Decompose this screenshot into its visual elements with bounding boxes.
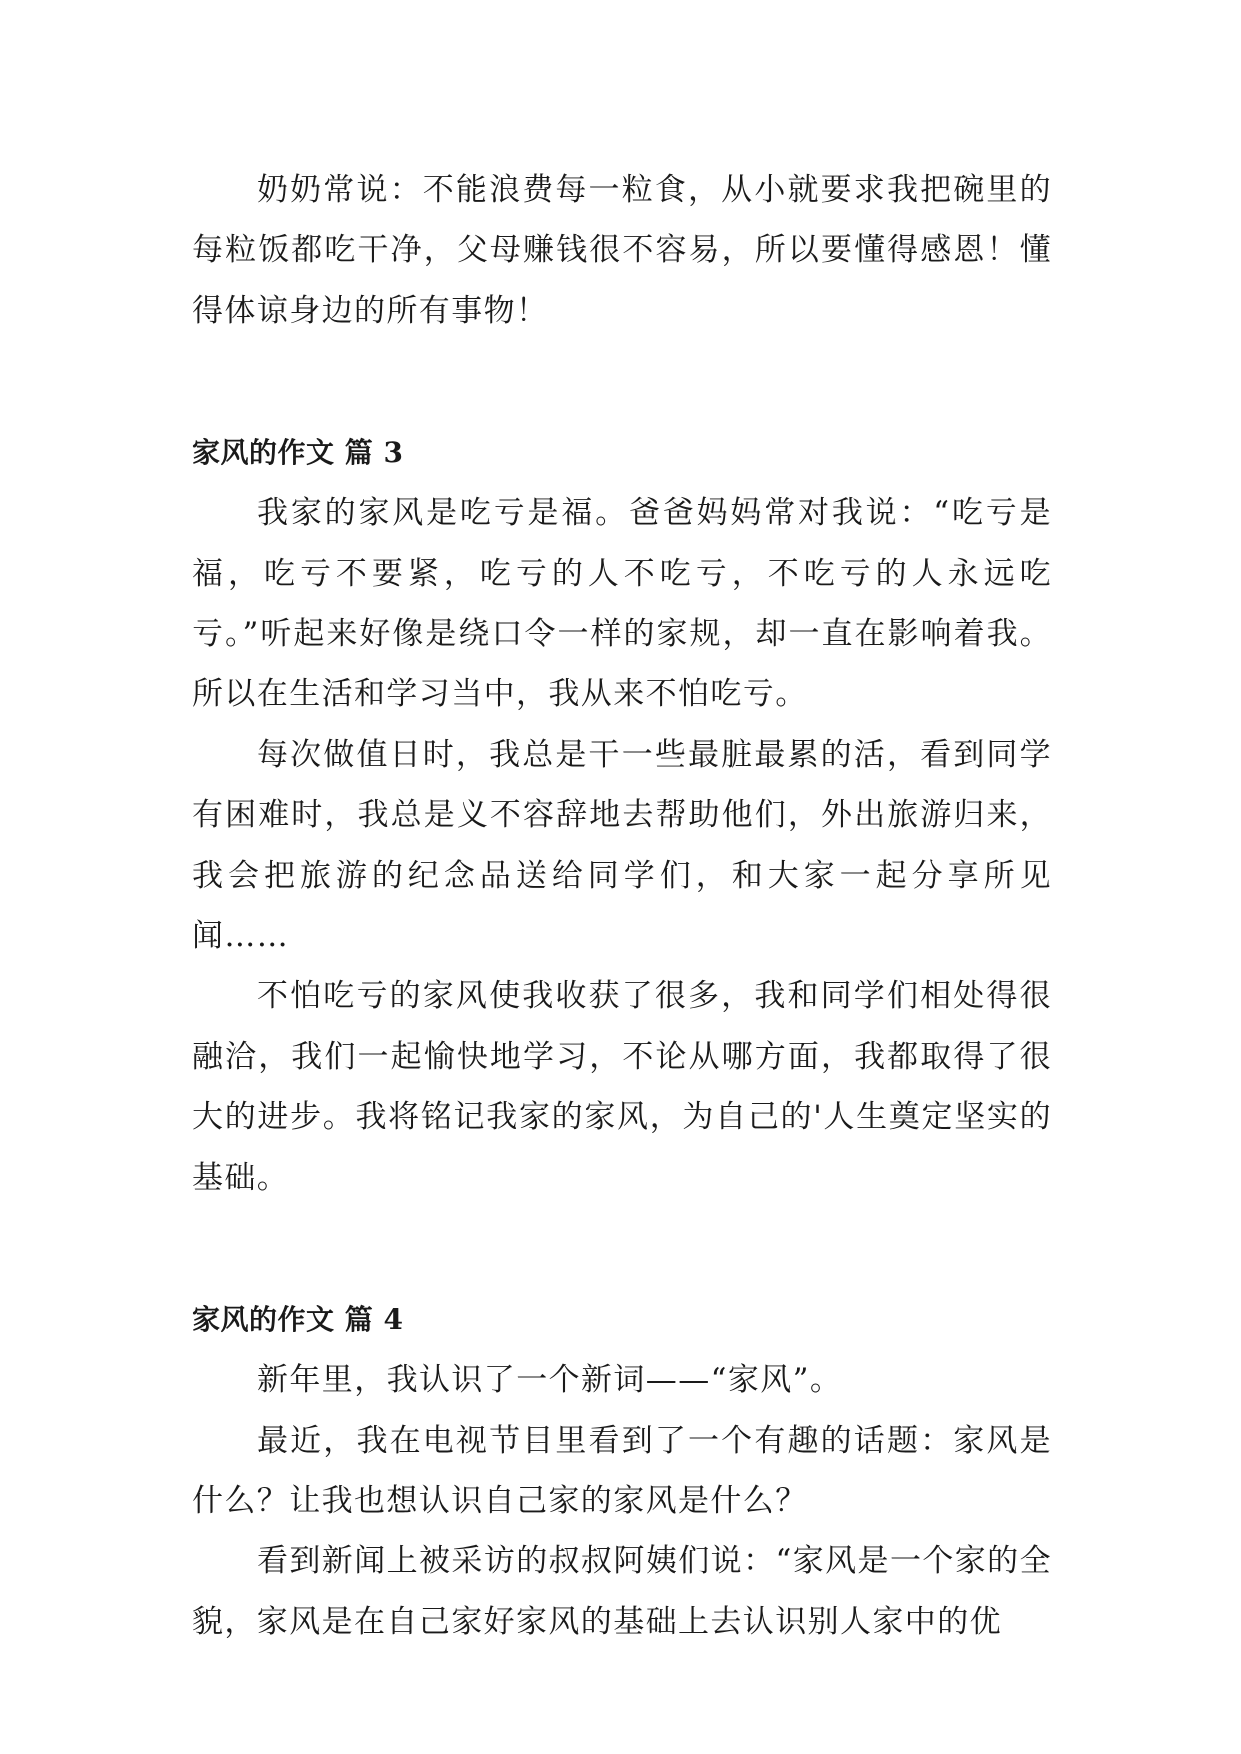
- paragraph: 最近，我在电视节目里看到了一个有趣的话题：家风是什么？让我也想认识自己家的家风是什么？: [192, 1422, 1052, 1519]
- paragraph: 每次做值日时，我总是干一些最脏最累的活，看到同学有困难时，我总是义不容辞地去帮助他们，外出旅游归来，我会把旅游的纪念品送给同学们，和大家一起分享所见闻……: [192, 736, 1052, 955]
- paragraph: 奶奶常说：不能浪费每一粒食，从小就要求我把碗里的每粒饭都吃干净，父母赚钱很不容易，所以要懂得感恩！懂得体谅身边的所有事物！: [192, 172, 1052, 329]
- paragraph: 不怕吃亏的家风使我收获了很多，我和同学们相处得很融洽，我们一起愉快地学习，不论从哪方面，我都取得了很大的进步。我将铭记我家的家风，为自己的'人生奠定坚实的基础。: [192, 978, 1052, 1196]
- section-gap: [192, 341, 1052, 423]
- section-heading: 家风的作文 篇 4: [192, 1303, 404, 1337]
- paragraph: 我家的家风是吃亏是福。爸爸妈妈常对我说：“吃亏是福，吃亏不要紧，吃亏的人不吃亏，不吃亏的人永远吃亏。”听起来好像是绕口令一样的家规，却一直在影响着我。所以在生活和学习当中，我从来不怕吃亏。: [192, 495, 1052, 713]
- section-heading: 家风的作文 篇 3: [192, 436, 404, 470]
- section-gap: [192, 1208, 1052, 1290]
- document-page: [192, 160, 1052, 1652]
- paragraph: 新年里，我认识了一个新词——“家风”。: [257, 1362, 843, 1399]
- paragraph: 看到新闻上被采访的叔叔阿姨们说：“家风是一个家的全貌，家风是在自己家好家风的基础上去认识别人家中的优: [192, 1543, 1052, 1640]
